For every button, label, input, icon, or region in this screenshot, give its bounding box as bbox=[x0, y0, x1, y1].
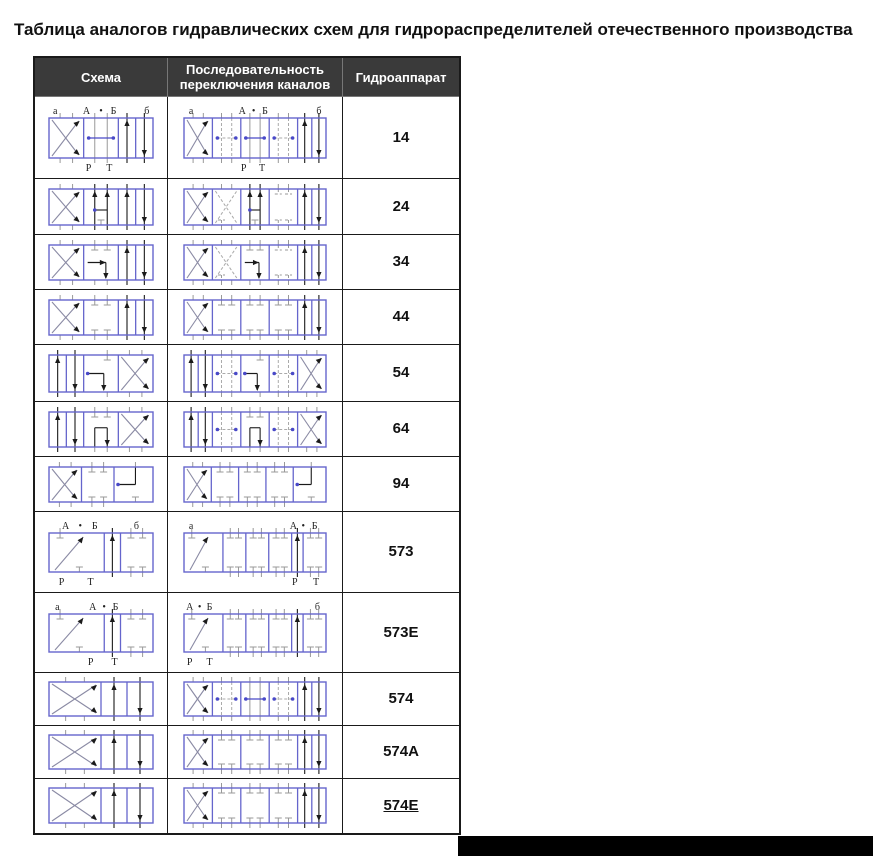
valve-position-up bbox=[110, 609, 115, 657]
table-row bbox=[34, 179, 460, 235]
valve-position-up bbox=[302, 240, 307, 285]
valve-position-diag bbox=[188, 609, 209, 652]
gidroapparat-cell bbox=[343, 457, 461, 512]
valve-position-cross bbox=[121, 407, 149, 452]
header-schema: Схема bbox=[34, 57, 168, 97]
valve-diagram bbox=[41, 183, 161, 231]
gidroapparat-code: 573 bbox=[388, 543, 414, 560]
valve-position-d_closed bbox=[275, 240, 292, 285]
table-row bbox=[34, 345, 460, 402]
table-row bbox=[34, 512, 460, 593]
valve-position-up bbox=[124, 295, 129, 340]
schema-cell bbox=[34, 402, 168, 457]
valve-diagram bbox=[41, 406, 161, 453]
valve-diagram bbox=[41, 101, 161, 175]
valve-position-closed bbox=[307, 609, 322, 657]
sequence-cell bbox=[168, 290, 343, 345]
gidroapparat-cell bbox=[343, 512, 461, 593]
gidroapparat-code: 34 bbox=[392, 253, 410, 270]
svg-text:Б: Б bbox=[262, 105, 268, 117]
svg-text:•: • bbox=[301, 520, 306, 532]
valve-position-up bbox=[302, 184, 307, 230]
svg-text:Т: Т bbox=[106, 162, 113, 174]
valve-position-down bbox=[316, 730, 321, 774]
valve-position-b_to_t bbox=[245, 240, 264, 285]
valve-position-cross bbox=[187, 783, 208, 828]
svg-text:Р: Р bbox=[87, 656, 94, 668]
valve-diagram bbox=[176, 239, 334, 286]
svg-text:А: А bbox=[186, 601, 194, 613]
svg-text:Р: Р bbox=[85, 162, 92, 174]
schema-cell bbox=[34, 512, 168, 593]
valve-position-cross bbox=[187, 184, 208, 230]
schema-cell bbox=[34, 779, 168, 834]
gidroapparat-cell bbox=[343, 179, 461, 235]
schema-cell bbox=[34, 593, 168, 673]
svg-text:a: a bbox=[188, 105, 194, 117]
svg-text:Т: Т bbox=[259, 162, 266, 174]
gidroapparat-cell bbox=[343, 97, 461, 179]
svg-text:•: • bbox=[251, 105, 256, 117]
valve-position-cross bbox=[52, 113, 80, 163]
sequence-cell bbox=[168, 97, 343, 179]
valve-position-cross bbox=[52, 677, 97, 721]
valve-position-closed bbox=[227, 528, 242, 577]
valve-diagram bbox=[176, 676, 334, 722]
sequence-cell bbox=[168, 726, 343, 779]
valve-diagram bbox=[176, 183, 334, 231]
valve-position-cross bbox=[187, 462, 207, 507]
valve-position-down bbox=[203, 350, 208, 397]
valve-position-up bbox=[302, 783, 307, 828]
valve-position-down bbox=[137, 730, 142, 774]
valve-position-down bbox=[72, 350, 77, 397]
valve-position-closed bbox=[250, 528, 265, 577]
black-redaction-bar bbox=[458, 836, 873, 856]
table-row bbox=[34, 97, 460, 179]
valve-position-cross bbox=[52, 184, 80, 230]
valve-position-cross bbox=[187, 240, 208, 285]
valve-position-down bbox=[316, 783, 321, 828]
valve-diagram bbox=[176, 516, 334, 589]
analog-table bbox=[33, 56, 461, 835]
sequence-cell bbox=[168, 593, 343, 673]
gidroapparat-code: 574 bbox=[388, 690, 414, 707]
valve-position-corner_down bbox=[86, 350, 111, 397]
svg-text:б: б bbox=[314, 601, 321, 613]
valve-position-diag bbox=[55, 609, 83, 652]
valve-position-b_to_t bbox=[88, 240, 111, 285]
header-sequence: Последовательность переключения каналов bbox=[168, 57, 343, 97]
valve-position-up bbox=[302, 677, 307, 721]
valve-diagram bbox=[41, 676, 161, 722]
valve-position-closed bbox=[91, 295, 110, 340]
valve-position-down bbox=[72, 407, 77, 452]
valve-position-dot_corner bbox=[116, 462, 139, 502]
valve-position-cross bbox=[301, 350, 322, 397]
valve-position-h_center bbox=[91, 407, 110, 452]
svg-text:•: • bbox=[197, 601, 202, 613]
valve-position-cross bbox=[187, 295, 208, 340]
valve-position-closed bbox=[218, 730, 235, 774]
table-row bbox=[34, 726, 460, 779]
valve-position-closed bbox=[246, 295, 263, 340]
page-title: Таблица аналогов гидравлических схем для гидрораспределителей отечественного производства bbox=[14, 20, 853, 39]
sequence-cell bbox=[168, 457, 343, 512]
valve-position-float bbox=[244, 677, 266, 721]
valve-position-up bbox=[124, 113, 129, 163]
valve-position-up bbox=[55, 350, 60, 397]
valve-position-closed bbox=[246, 783, 263, 828]
svg-text:б: б bbox=[133, 520, 139, 532]
svg-text:Т: Т bbox=[87, 576, 94, 588]
valve-diagram bbox=[41, 294, 161, 341]
valve-position-up bbox=[124, 240, 129, 285]
valve-position-closed bbox=[88, 462, 107, 507]
valve-position-cross bbox=[121, 350, 149, 397]
svg-text:a: a bbox=[188, 520, 194, 532]
sequence-cell bbox=[168, 779, 343, 834]
valve-diagram bbox=[41, 461, 161, 508]
svg-text:Т: Т bbox=[111, 656, 118, 668]
valve-position-cross bbox=[301, 407, 322, 452]
table-row bbox=[34, 673, 460, 726]
valve-position-down bbox=[316, 677, 321, 721]
svg-text:б: б bbox=[144, 105, 150, 117]
valve-position-closed bbox=[127, 528, 146, 577]
schema-cell bbox=[34, 290, 168, 345]
gidroapparat-cell bbox=[343, 345, 461, 402]
valve-position-up bbox=[111, 677, 116, 721]
gidroapparat-code: 54 bbox=[392, 364, 410, 381]
valve-position-closed bbox=[127, 609, 146, 657]
table-body bbox=[34, 97, 460, 834]
svg-text:•: • bbox=[78, 520, 82, 532]
valve-position-down bbox=[137, 677, 142, 721]
valve-position-cross bbox=[52, 783, 97, 828]
table-header bbox=[34, 57, 460, 97]
valve-position-up bbox=[295, 609, 300, 657]
valve-position-down bbox=[316, 240, 321, 285]
schema-cell bbox=[34, 345, 168, 402]
valve-position-up bbox=[302, 113, 307, 163]
valve-position-up bbox=[189, 407, 194, 452]
valve-position-up bbox=[295, 528, 300, 577]
valve-position-cross bbox=[52, 730, 97, 774]
valve-position-dot_corner bbox=[295, 462, 314, 502]
gidroapparat-cell bbox=[343, 593, 461, 673]
valve-position-down bbox=[316, 295, 321, 340]
valve-position-closed bbox=[244, 462, 261, 507]
svg-text:•: • bbox=[102, 601, 106, 613]
valve-diagram bbox=[176, 461, 334, 508]
valve-position-down bbox=[316, 113, 321, 163]
schema-cell bbox=[34, 457, 168, 512]
schema-cell bbox=[34, 235, 168, 290]
valve-position-d_float bbox=[216, 113, 238, 163]
svg-text:б: б bbox=[316, 105, 322, 117]
valve-position-d_float bbox=[272, 407, 294, 452]
sequence-cell bbox=[168, 235, 343, 290]
schema-cell bbox=[34, 179, 168, 235]
schema-cell bbox=[34, 97, 168, 179]
valve-position-float bbox=[87, 113, 115, 163]
gidroapparat-code: 44 bbox=[392, 308, 410, 325]
valve-diagram bbox=[41, 597, 161, 669]
valve-position-closed bbox=[273, 528, 288, 577]
svg-text:Б: Б bbox=[91, 520, 98, 532]
valve-position-pa_join bbox=[92, 184, 110, 230]
header-gidroapparat: Гидроаппарат bbox=[343, 57, 461, 97]
valve-diagram bbox=[176, 101, 334, 175]
valve-position-d_float bbox=[216, 677, 238, 721]
valve-diagram bbox=[41, 782, 161, 829]
valve-position-cross bbox=[52, 295, 80, 340]
valve-position-d_float bbox=[216, 407, 238, 452]
svg-text:Б: Б bbox=[206, 601, 213, 613]
valve-position-up bbox=[111, 730, 116, 774]
valve-diagram bbox=[176, 406, 334, 453]
valve-position-cross bbox=[52, 240, 80, 285]
valve-diagram bbox=[41, 729, 161, 775]
valve-position-down bbox=[142, 113, 147, 163]
valve-diagram bbox=[176, 349, 334, 398]
valve-position-cross bbox=[187, 677, 208, 721]
valve-position-up bbox=[110, 528, 115, 577]
gidroapparat-cell bbox=[343, 290, 461, 345]
valve-position-closed bbox=[246, 730, 263, 774]
svg-text:А: А bbox=[89, 601, 97, 613]
valve-diagram bbox=[41, 349, 161, 398]
valve-position-cross bbox=[52, 462, 78, 507]
svg-text:Р: Р bbox=[240, 162, 247, 174]
svg-text:Р: Р bbox=[58, 576, 65, 588]
sequence-cell bbox=[168, 179, 343, 235]
valve-diagram bbox=[41, 516, 161, 589]
svg-text:Б: Б bbox=[110, 105, 117, 117]
table-row bbox=[34, 290, 460, 345]
svg-text:•: • bbox=[99, 105, 103, 117]
sequence-cell bbox=[168, 673, 343, 726]
table-row bbox=[34, 593, 460, 673]
svg-text:А: А bbox=[82, 105, 91, 117]
valve-position-pa_join bbox=[247, 184, 262, 230]
valve-position-down bbox=[142, 295, 147, 340]
table-row bbox=[34, 457, 460, 512]
sequence-cell bbox=[168, 345, 343, 402]
valve-position-up bbox=[302, 730, 307, 774]
svg-text:Р: Р bbox=[186, 656, 193, 668]
valve-position-down bbox=[203, 407, 208, 452]
svg-text:А: А bbox=[289, 520, 297, 532]
gidroapparat-cell bbox=[343, 673, 461, 726]
valve-position-up bbox=[302, 295, 307, 340]
valve-position-down bbox=[142, 184, 147, 230]
valve-diagram bbox=[176, 294, 334, 341]
valve-position-down bbox=[142, 240, 147, 285]
gidroapparat-code: 573Е bbox=[383, 623, 419, 641]
gidroapparat-cell bbox=[343, 779, 461, 834]
valve-position-closed bbox=[275, 295, 292, 340]
gidroapparat-code: 24 bbox=[392, 197, 410, 215]
svg-text:Т: Т bbox=[206, 656, 213, 668]
valve-position-down bbox=[137, 783, 142, 828]
valve-position-cross bbox=[187, 113, 208, 163]
svg-text:А: А bbox=[62, 520, 70, 532]
gidroapparat-code: 64 bbox=[392, 420, 410, 437]
gidroapparat-link[interactable]: 574Е bbox=[383, 796, 419, 814]
valve-position-closed bbox=[275, 783, 292, 828]
valve-position-h_center bbox=[246, 407, 263, 452]
table-row bbox=[34, 235, 460, 290]
valve-position-closed bbox=[250, 609, 265, 657]
valve-position-diag bbox=[188, 528, 209, 572]
svg-text:a: a bbox=[53, 105, 58, 117]
valve-position-d_float bbox=[216, 350, 238, 397]
valve-position-d_cross bbox=[215, 184, 236, 230]
valve-position-cross bbox=[187, 730, 208, 774]
svg-text:Т: Т bbox=[313, 576, 320, 588]
svg-text:А: А bbox=[238, 105, 246, 117]
gidroapparat-code: 14 bbox=[392, 128, 410, 146]
table-row bbox=[34, 779, 460, 834]
valve-diagram bbox=[41, 239, 161, 286]
sequence-cell bbox=[168, 402, 343, 457]
gidroapparat-code: 574А bbox=[383, 743, 419, 760]
valve-position-up bbox=[189, 350, 194, 397]
valve-position-closed bbox=[273, 609, 288, 657]
valve-position-down bbox=[316, 184, 321, 230]
valve-diagram bbox=[176, 782, 334, 829]
valve-position-closed bbox=[218, 783, 235, 828]
valve-diagram bbox=[176, 597, 334, 669]
svg-text:a: a bbox=[55, 601, 60, 613]
valve-position-up bbox=[111, 783, 116, 828]
valve-position-diag bbox=[55, 528, 83, 572]
valve-position-closed bbox=[307, 528, 322, 577]
valve-position-closed bbox=[217, 462, 234, 507]
valve-position-up bbox=[124, 184, 129, 230]
svg-text:Р: Р bbox=[291, 576, 298, 588]
svg-text:Б: Б bbox=[311, 520, 318, 532]
gidroapparat-cell bbox=[343, 402, 461, 457]
gidroapparat-cell bbox=[343, 726, 461, 779]
valve-position-d_float bbox=[272, 113, 294, 163]
valve-position-float bbox=[244, 113, 266, 163]
valve-position-up bbox=[55, 407, 60, 452]
gidroapparat-code: 94 bbox=[392, 475, 410, 492]
valve-diagram bbox=[176, 729, 334, 775]
valve-position-corner_down bbox=[243, 350, 264, 397]
valve-position-closed bbox=[227, 609, 242, 657]
svg-text:Б: Б bbox=[112, 601, 119, 613]
valve-position-d_float bbox=[272, 677, 294, 721]
valve-position-closed bbox=[271, 462, 288, 507]
schema-cell bbox=[34, 673, 168, 726]
valve-position-d_closed bbox=[275, 184, 292, 230]
valve-position-d_cross bbox=[215, 240, 236, 285]
schema-cell bbox=[34, 726, 168, 779]
sequence-cell bbox=[168, 512, 343, 593]
gidroapparat-cell bbox=[343, 235, 461, 290]
valve-position-closed bbox=[275, 730, 292, 774]
table-row bbox=[34, 402, 460, 457]
valve-position-d_float bbox=[272, 350, 294, 397]
valve-position-closed bbox=[218, 295, 235, 340]
